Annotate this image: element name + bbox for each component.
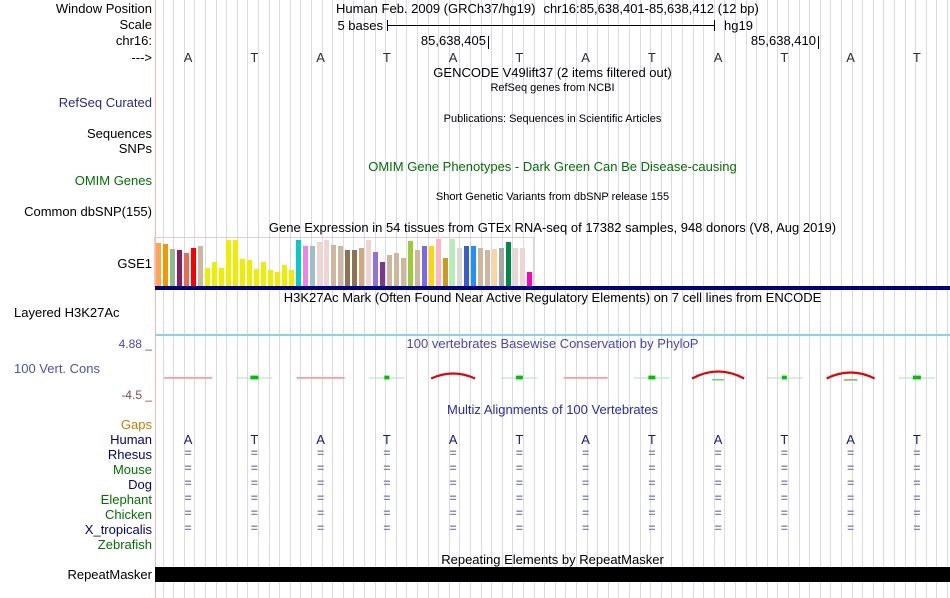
- gtex-bar[interactable]: [506, 242, 511, 286]
- multiz-align-mark: =: [515, 461, 523, 475]
- sequence-base-letter: A: [448, 50, 458, 65]
- chrom-position-tick: [488, 36, 489, 49]
- multiz-align-mark: =: [582, 491, 590, 505]
- sequence-base-letter: T: [780, 50, 789, 65]
- multiz-align-mark: =: [913, 461, 921, 475]
- left-label-zebrafish[interactable]: Zebrafish: [97, 537, 152, 552]
- gtex-bar[interactable]: [471, 246, 476, 286]
- sequence-base-letter: A: [846, 50, 855, 65]
- gtex-bar[interactable]: [275, 272, 280, 286]
- sequence-base-letter: T: [250, 50, 259, 65]
- gtex-bar[interactable]: [513, 248, 518, 286]
- multiz-align-mark: =: [582, 461, 590, 475]
- gtex-bar[interactable]: [177, 250, 182, 286]
- left-label-cons-min: -4.5 _: [121, 388, 152, 402]
- multiz-align-mark: =: [648, 521, 656, 535]
- gtex-bar[interactable]: [163, 244, 168, 286]
- scale-bar: [387, 25, 715, 26]
- left-label-chr16: chr16:: [115, 33, 152, 48]
- multiz-align-mark: =: [714, 491, 722, 505]
- track-title-multiz[interactable]: Multiz Alignments of 100 Vertebrates: [446, 402, 658, 417]
- multiz-human-base: T: [912, 432, 921, 447]
- phylop-negative-hump: [431, 374, 475, 379]
- gtex-bar[interactable]: [429, 246, 434, 286]
- header-row: [336, 1, 759, 16]
- multiz-human-base: A: [448, 432, 458, 447]
- multiz-align-mark: =: [317, 446, 325, 460]
- multiz-align-mark: =: [383, 476, 391, 490]
- gtex-bar[interactable]: [268, 270, 273, 286]
- gtex-baseline: [155, 286, 950, 290]
- multiz-align-mark: =: [714, 446, 722, 460]
- sequence-base-letter: A: [581, 50, 590, 65]
- scale-bar-left-tick: [387, 20, 388, 31]
- gtex-bar[interactable]: [415, 250, 420, 286]
- sequence-base-letter: T: [515, 50, 524, 65]
- multiz-align-mark: =: [780, 446, 788, 460]
- gtex-bar[interactable]: [324, 240, 329, 286]
- phylop-positive-mark: [913, 376, 921, 380]
- assembly-label: Human Feb. 2009 (GRCh37/hg19): [336, 1, 536, 16]
- gtex-bar[interactable]: [387, 255, 392, 286]
- scale-bar-right-tick: [714, 20, 715, 31]
- phylop-positive-mark: [648, 376, 655, 380]
- gtex-bar[interactable]: [261, 262, 266, 286]
- left-label-snps[interactable]: SNPs: [118, 141, 152, 156]
- multiz-align-mark: =: [184, 476, 192, 490]
- multiz-align-mark: =: [847, 461, 855, 475]
- phylop-positive-mark: [384, 376, 389, 380]
- gtex-bar[interactable]: [345, 250, 350, 286]
- gtex-bar[interactable]: [205, 268, 210, 286]
- multiz-human-base: T: [382, 432, 391, 447]
- multiz-align-mark: =: [648, 491, 656, 505]
- multiz-align-mark: =: [780, 491, 788, 505]
- gtex-bar[interactable]: [338, 246, 343, 286]
- phylop-green-dash: [845, 379, 857, 381]
- gtex-bar[interactable]: [520, 248, 525, 286]
- gtex-bar[interactable]: [331, 245, 336, 286]
- left-label-refseq-curated[interactable]: RefSeq Curated: [58, 95, 152, 110]
- left-label-human[interactable]: Human: [110, 432, 152, 447]
- gtex-bar[interactable]: [184, 253, 189, 286]
- multiz-align-mark: =: [648, 461, 656, 475]
- gtex-bar[interactable]: [359, 248, 364, 286]
- multiz-human-base: T: [250, 432, 259, 447]
- multiz-human-base: A: [581, 432, 590, 447]
- left-label-gse1[interactable]: GSE1: [117, 256, 152, 271]
- multiz-align-mark: =: [582, 521, 590, 535]
- track-title-gencode[interactable]: GENCODE V49lift37 (2 items filtered out): [433, 65, 672, 80]
- left-label-common-dbsnp[interactable]: Common dbSNP(155): [24, 204, 152, 219]
- gtex-bar[interactable]: [499, 248, 504, 286]
- sequence-base-letter: T: [647, 50, 656, 65]
- genome-label: hg19: [724, 18, 753, 33]
- multiz-align-mark: =: [913, 521, 921, 535]
- left-label-sequences[interactable]: Sequences: [86, 126, 152, 141]
- gtex-bar[interactable]: [191, 248, 196, 286]
- multiz-align-mark: =: [317, 491, 325, 505]
- multiz-align-mark: =: [184, 521, 192, 535]
- multiz-align-mark: =: [449, 446, 457, 460]
- track-title-phylop[interactable]: 100 vertebrates Basewise Conservation by PhyloP: [406, 336, 699, 351]
- left-label-mouse[interactable]: Mouse: [112, 462, 152, 477]
- multiz-align-mark: =: [714, 506, 722, 520]
- left-label-chicken[interactable]: Chicken: [105, 507, 152, 522]
- left-label-window-position: Window Position: [55, 1, 152, 16]
- repeatmasker-bar[interactable]: [155, 567, 950, 582]
- gtex-bar[interactable]: [408, 241, 413, 286]
- gtex-bar[interactable]: [478, 248, 483, 286]
- multiz-align-mark: =: [515, 506, 523, 520]
- gtex-bar[interactable]: [310, 246, 315, 286]
- multiz-human-base: A: [713, 432, 723, 447]
- sequence-base-letter: T: [382, 50, 391, 65]
- sequence-base-letter: T: [912, 50, 921, 65]
- left-label-x-tropicalis[interactable]: X_tropicalis: [84, 522, 152, 537]
- sequence-base-letter: A: [183, 50, 193, 65]
- multiz-human-base: T: [780, 432, 789, 447]
- multiz-align-mark: =: [184, 491, 192, 505]
- multiz-align-mark: =: [449, 461, 457, 475]
- sequence-base-letter: A: [316, 50, 325, 65]
- multiz-align-mark: =: [780, 506, 788, 520]
- gtex-bar[interactable]: [240, 259, 245, 286]
- multiz-align-mark: =: [780, 461, 788, 475]
- multiz-align-mark: =: [184, 506, 192, 520]
- multiz-align-mark: =: [515, 491, 523, 505]
- track-title-repeat[interactable]: Repeating Elements by RepeatMasker: [441, 552, 664, 567]
- phylop-negative-hump: [827, 373, 875, 379]
- phylop-negative-mark: [297, 377, 345, 379]
- gtex-bar[interactable]: [457, 248, 462, 286]
- multiz-align-mark: =: [317, 506, 325, 520]
- h3k27ac-track-line[interactable]: [155, 334, 950, 336]
- sequence-base-letter: A: [713, 50, 723, 65]
- gtex-bar[interactable]: [436, 239, 441, 286]
- multiz-human-base: A: [846, 432, 855, 447]
- track-title-pubs[interactable]: Publications: Sequences in Scientific Articles: [443, 113, 662, 125]
- gtex-bar[interactable]: [373, 252, 378, 286]
- multiz-align-mark: =: [780, 521, 788, 535]
- multiz-align-mark: =: [383, 446, 391, 460]
- gtex-bar[interactable]: [422, 246, 427, 286]
- multiz-align-mark: =: [515, 476, 523, 490]
- multiz-align-mark: =: [913, 476, 921, 490]
- gtex-bar[interactable]: [156, 243, 161, 286]
- multiz-human-base: T: [647, 432, 656, 447]
- left-label-repeatmasker[interactable]: RepeatMasker: [67, 567, 152, 582]
- multiz-align-mark: =: [648, 476, 656, 490]
- chrom-position-tick: [818, 36, 819, 49]
- phylop-negative-mark: [164, 377, 212, 379]
- multiz-align-mark: =: [317, 476, 325, 490]
- gtex-bar[interactable]: [282, 265, 287, 286]
- multiz-align-mark: =: [449, 521, 457, 535]
- track-title-gtex[interactable]: Gene Expression in 54 tissues from GTEx RNA-seq of 17382 samples, 948 donors (V8, Aug 2019): [268, 220, 837, 235]
- phylop-positive-mark: [516, 376, 523, 380]
- gtex-bar[interactable]: [485, 250, 490, 286]
- multiz-align-mark: =: [383, 506, 391, 520]
- track-title-refseq[interactable]: RefSeq genes from NCBI: [490, 82, 615, 94]
- gtex-bar[interactable]: [317, 242, 322, 286]
- multiz-align-mark: =: [515, 446, 523, 460]
- multiz-align-mark: =: [250, 446, 258, 460]
- gtex-bar[interactable]: [394, 253, 399, 286]
- multiz-align-mark: =: [847, 491, 855, 505]
- multiz-align-mark: =: [913, 446, 921, 460]
- multiz-human-base: A: [316, 432, 325, 447]
- gtex-chart-border: [154, 237, 534, 287]
- position-label: chr16:85,638,401-85,638,412 (12 bp): [543, 1, 759, 16]
- track-title-omim[interactable]: OMIM Gene Phenotypes - Dark Green Can Be Disease-causing: [368, 159, 737, 174]
- scale-value-label: 5 bases: [337, 18, 383, 33]
- left-label-arrow: --->: [131, 50, 152, 65]
- multiz-align-mark: =: [648, 506, 656, 520]
- multiz-align-mark: =: [317, 461, 325, 475]
- track-title-h3k27ac[interactable]: H3K27Ac Mark (Often Found Near Active Regulatory Elements) on 7 cell lines from ENCODE: [283, 290, 822, 305]
- chrom-position-label: 85,638,410: [750, 33, 816, 48]
- multiz-align-mark: =: [184, 461, 192, 475]
- gtex-bar[interactable]: [226, 240, 231, 286]
- phylop-conservation-track[interactable]: [155, 364, 950, 392]
- multiz-align-mark: =: [317, 521, 325, 535]
- gtex-bar[interactable]: [443, 258, 448, 286]
- multiz-align-mark: =: [847, 521, 855, 535]
- multiz-align-mark: =: [847, 446, 855, 460]
- multiz-align-mark: =: [582, 476, 590, 490]
- multiz-align-mark: =: [780, 476, 788, 490]
- gtex-bar[interactable]: [212, 262, 217, 286]
- multiz-align-mark: =: [250, 491, 258, 505]
- chrom-position-label: 85,638,405: [420, 33, 486, 48]
- gtex-bar[interactable]: [303, 246, 308, 286]
- multiz-align-mark: =: [913, 506, 921, 520]
- multiz-align-mark: =: [383, 521, 391, 535]
- multiz-align-mark: =: [847, 476, 855, 490]
- multiz-align-mark: =: [383, 491, 391, 505]
- gtex-bar[interactable]: [198, 246, 203, 286]
- multiz-human-base: A: [183, 432, 193, 447]
- multiz-align-mark: =: [184, 446, 192, 460]
- left-label-vert-cons[interactable]: 100 Vert. Cons: [14, 361, 100, 376]
- gtex-bar[interactable]: [219, 268, 224, 286]
- gtex-bar[interactable]: [247, 260, 252, 286]
- left-label-omim-genes[interactable]: OMIM Genes: [74, 173, 152, 188]
- multiz-align-mark: =: [648, 446, 656, 460]
- multiz-align-mark: =: [250, 506, 258, 520]
- phylop-negative-hump: [692, 372, 744, 379]
- left-label-layered-h3k27ac[interactable]: Layered H3K27Ac: [14, 305, 120, 320]
- multiz-align-mark: =: [515, 521, 523, 535]
- gtex-bar[interactable]: [254, 269, 259, 286]
- gtex-bar[interactable]: [233, 240, 238, 286]
- multiz-align-mark: =: [714, 461, 722, 475]
- left-label-dog[interactable]: Dog: [128, 477, 152, 492]
- multiz-align-mark: =: [449, 476, 457, 490]
- gtex-bar[interactable]: [380, 262, 385, 286]
- phylop-positive-mark: [782, 376, 787, 380]
- multiz-align-mark: =: [582, 446, 590, 460]
- left-label-gaps[interactable]: Gaps: [120, 417, 152, 432]
- multiz-align-mark: =: [847, 506, 855, 520]
- phylop-positive-mark: [250, 376, 258, 380]
- gtex-bar[interactable]: [492, 249, 497, 286]
- left-label-scale: Scale: [119, 17, 152, 32]
- phylop-negative-mark: [564, 377, 608, 379]
- multiz-align-mark: =: [582, 506, 590, 520]
- multiz-align-mark: =: [449, 506, 457, 520]
- gtex-bar[interactable]: [296, 240, 301, 286]
- left-label-rhesus[interactable]: Rhesus: [107, 447, 152, 462]
- gtex-bar[interactable]: [366, 240, 371, 286]
- multiz-align-mark: =: [250, 476, 258, 490]
- left-label-elephant[interactable]: Elephant: [100, 492, 152, 507]
- multiz-align-mark: =: [383, 461, 391, 475]
- gtex-bar[interactable]: [527, 272, 532, 286]
- multiz-align-mark: =: [714, 521, 722, 535]
- gtex-bar[interactable]: [450, 239, 455, 286]
- multiz-align-mark: =: [250, 521, 258, 535]
- multiz-align-mark: =: [714, 476, 722, 490]
- multiz-align-mark: =: [250, 461, 258, 475]
- left-label-cons-max: 4.88 _: [118, 337, 152, 351]
- multiz-align-mark: =: [913, 491, 921, 505]
- gtex-bar[interactable]: [352, 250, 357, 286]
- gtex-bar[interactable]: [464, 246, 469, 286]
- gtex-bar[interactable]: [170, 249, 175, 286]
- track-title-dbsnp[interactable]: Short Genetic Variants from dbSNP release 155: [435, 191, 670, 203]
- multiz-human-base: T: [515, 432, 524, 447]
- gtex-bar[interactable]: [401, 258, 406, 286]
- phylop-green-dash: [712, 379, 724, 381]
- gtex-bar[interactable]: [289, 270, 294, 286]
- multiz-align-mark: =: [449, 491, 457, 505]
